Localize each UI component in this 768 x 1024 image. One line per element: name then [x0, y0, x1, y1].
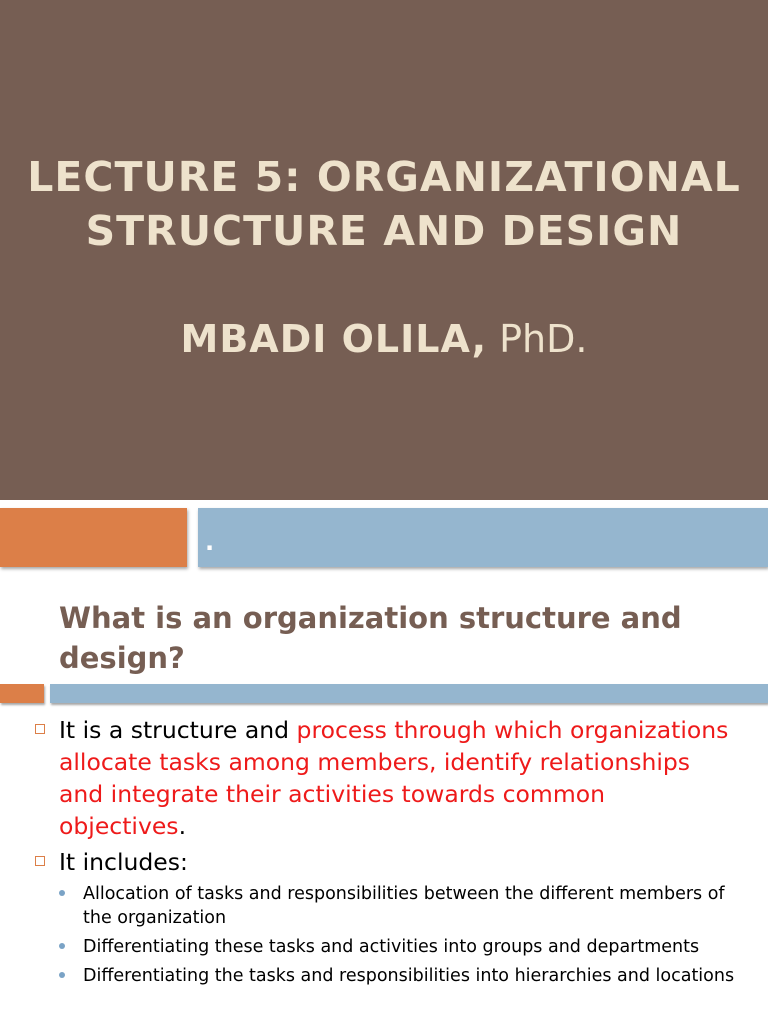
orange-header-bar [0, 508, 187, 567]
dot-icon [59, 890, 65, 896]
hollow-square-icon [35, 724, 45, 734]
hollow-square-icon [35, 856, 45, 866]
sub-bullet-text: Allocation of tasks and responsibilities between the different members of the organization [83, 884, 725, 928]
bullet-text: It includes: [59, 848, 188, 876]
bullet-text-plain: It is a structure and [59, 716, 297, 744]
lecture-title [0, 150, 768, 258]
sub-bullet-item [0, 882, 768, 930]
author-line [0, 314, 768, 364]
orange-divider-bar [0, 684, 44, 703]
dot-icon [59, 972, 65, 978]
blue-header-bar [198, 508, 768, 567]
bullet-text-emphasis: process through which organizations allocate tasks among members, identify relationships and integrate their activities towards common objectives [59, 716, 729, 840]
blue-divider-bar [50, 684, 768, 703]
bullet-list [0, 714, 768, 993]
sub-bullet-text: Differentiating these tasks and activities into groups and departments [83, 937, 700, 957]
bullet-text-period: . [178, 812, 187, 840]
sub-bullet-text: Differentiating the tasks and responsibilities into hierarchies and locations [83, 966, 735, 986]
title-slide [0, 0, 768, 500]
dot-icon [59, 943, 65, 949]
sub-bullet-item [0, 935, 768, 959]
lecture-title-line-1: LECTURE 5: ORGANIZATIONAL [27, 153, 741, 201]
header-bar-text: . [205, 528, 215, 556]
sub-bullet-item [0, 964, 768, 988]
bullet-item-definition [0, 714, 768, 842]
slide-heading: What is an organization structure and design? [59, 601, 682, 675]
author-name: MBADI OLILA, [180, 317, 488, 361]
author-degree: PhD. [499, 317, 588, 361]
lecture-title-line-2: STRUCTURE AND DESIGN [85, 207, 683, 255]
bullet-item-includes [0, 846, 768, 878]
